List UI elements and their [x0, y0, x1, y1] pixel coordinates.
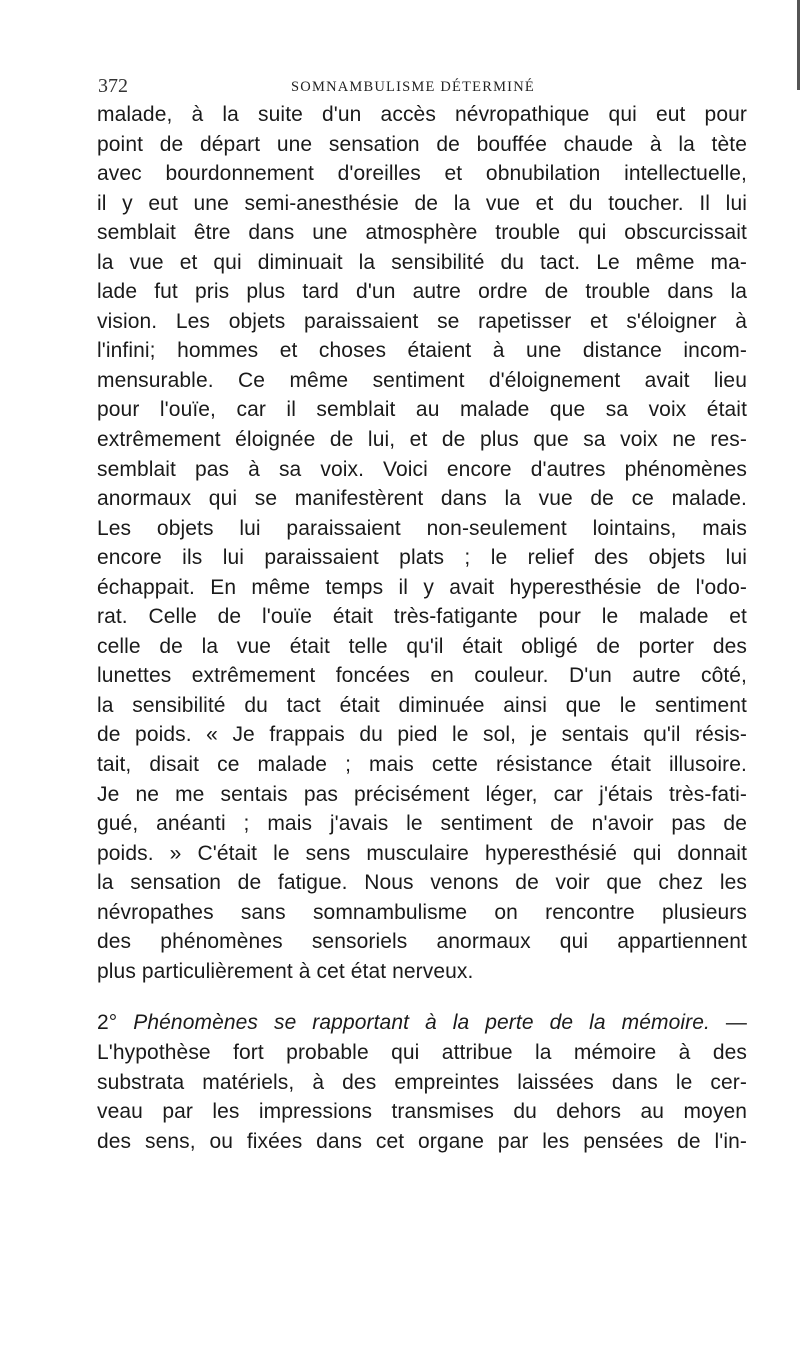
text-line: plus particulièrement à cet état nerveux.: [97, 959, 474, 983]
text-line: L'hypothèse fort probable qui attribue la mémoire à des: [97, 1040, 747, 1064]
text-line: substrata matériels, à des empreintes laissées dans le cer-: [97, 1070, 747, 1094]
text-line: Les objets lui paraissaient non-seulement lointains, mais: [97, 516, 747, 540]
text-line: la sensibilité du tact était diminuée ainsi que le sentiment: [97, 693, 747, 717]
section-2: [97, 1008, 747, 1156]
section-heading: Phénomènes se rapportant à la perte de la mémoire.: [133, 1011, 710, 1035]
running-title: SOMNAMBULISME DÉTERMINÉ: [291, 79, 535, 95]
text-line: semblait être dans une atmosphère trouble qui obscurcissait: [97, 221, 747, 245]
text-line: tait, disait ce malade ; mais cette résistance était illusoire.: [97, 753, 747, 777]
text-line: de poids. « Je frappais du pied le sol, je sentais qu'il résis-: [97, 723, 747, 747]
page-number: 372: [98, 75, 128, 97]
text-line: celle de la vue était telle qu'il était obligé de porter des: [97, 634, 747, 658]
section-dash: —: [709, 1011, 748, 1035]
text-line: l'infini; hommes et choses étaient à une distance incom-: [97, 339, 747, 363]
text-line: malade, à la suite d'un accès névropathique qui eut pour: [97, 103, 747, 126]
text-line: mensurable. Ce même sentiment d'éloignement avait lieu: [97, 368, 747, 392]
text-line: névropathes sans somnambulisme on rencontre plusieurs: [97, 900, 747, 924]
paragraph: [97, 100, 747, 986]
text-line: la vue et qui diminuait la sensibilité du tact. Le même ma-: [97, 250, 747, 274]
text-line: rat. Celle de l'ouïe était très-fatigante pour le malade et: [97, 605, 747, 629]
text-line: Je ne me sentais pas précisément léger, car j'étais très-fati-: [97, 782, 747, 806]
text-line: veau par les impressions transmises du dehors au moyen: [97, 1100, 747, 1124]
section-number: 2°: [97, 1011, 118, 1035]
text-line: anormaux qui se manifestèrent dans la vue de ce malade.: [97, 487, 747, 511]
text-line: échappait. En même temps il y avait hyperesthésie de l'odo-: [97, 575, 747, 599]
text-line: poids. » C'était le sens musculaire hyperesthésié qui donnait: [97, 841, 747, 865]
text-line: gué, anéanti ; mais j'avais le sentiment de n'avoir pas de: [97, 812, 747, 836]
text-line: lade fut pris plus tard d'un autre ordre de trouble dans la: [97, 280, 747, 304]
paragraph-gap: [97, 986, 747, 1008]
text-line: des sens, ou fixées dans cet organe par les pensées de l'in-: [97, 1129, 747, 1153]
text-line: vision. Les objets paraissaient se rapetisser et s'éloigner à: [97, 309, 747, 333]
section-body: [97, 1038, 747, 1156]
running-head: [98, 76, 728, 96]
section-heading-line: [97, 1008, 747, 1038]
text-line: pour l'ouïe, car il semblait au malade que sa voix était: [97, 398, 747, 422]
body-text: [97, 100, 747, 1156]
text-line: avec bourdonnement d'oreilles et obnubilation intellectuelle,: [97, 162, 747, 186]
text-line: semblait pas à sa voix. Voici encore d'autres phénomènes: [97, 457, 747, 481]
text-line: lunettes extrêmement foncées en couleur. D'un autre côté,: [97, 664, 747, 688]
text-line: point de départ une sensation de bouffée chaude à la tète: [97, 132, 747, 156]
text-line: la sensation de fatigue. Nous venons de voir que chez les: [97, 871, 747, 895]
text-line: extrêmement éloignée de lui, et de plus que sa voix ne res-: [97, 428, 747, 452]
text-line: encore ils lui paraissaient plats ; le relief des objets lui: [97, 546, 747, 570]
text-line: il y eut une semi-anesthésie de la vue et du toucher. Il lui: [97, 191, 747, 215]
text-line: des phénomènes sensoriels anormaux qui appartiennent: [97, 930, 747, 954]
